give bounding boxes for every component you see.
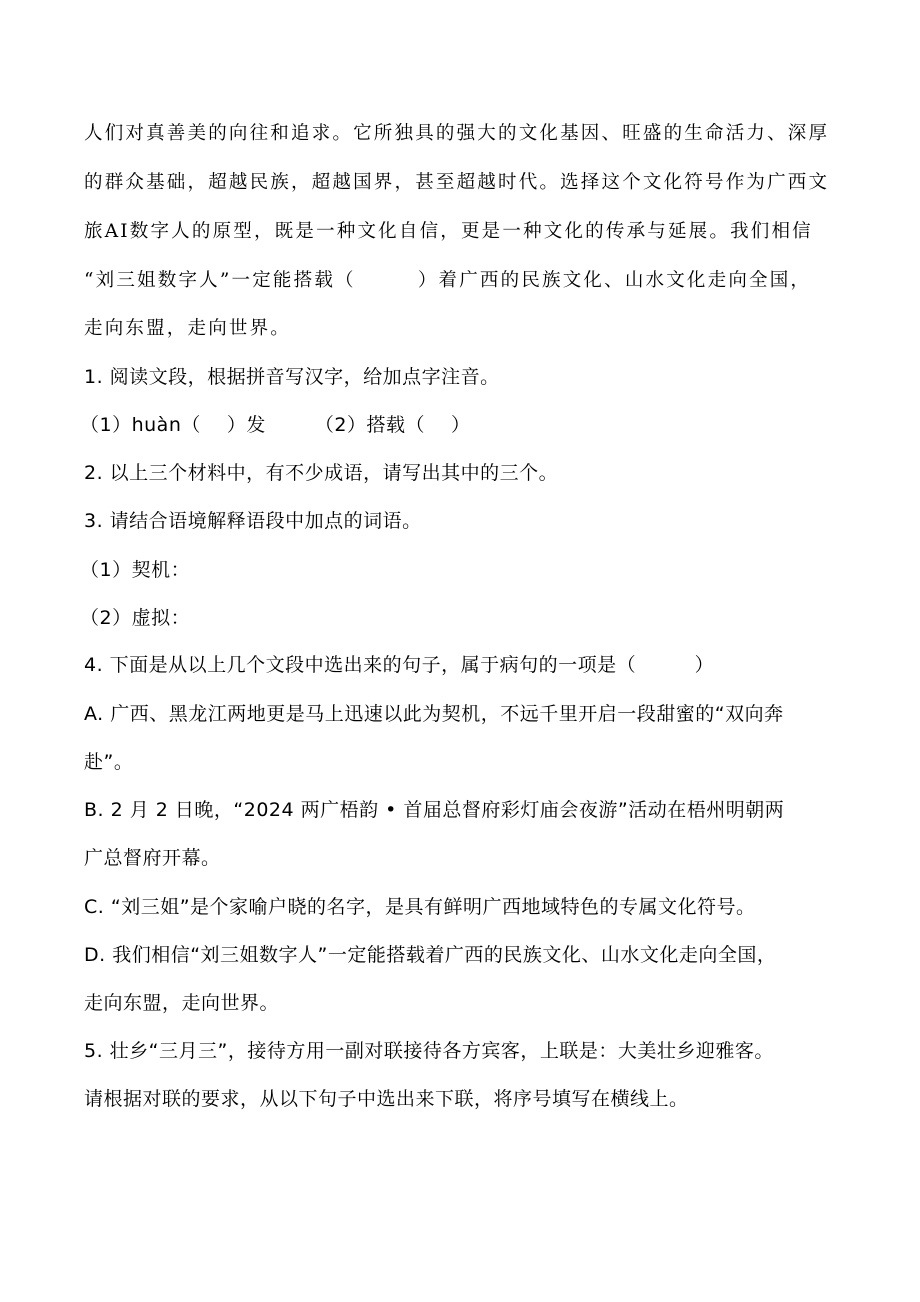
passage-line: “刘三姐数字人”一定能搭载（ ）着广西的民族文化、山水文化走向全国， [84, 270, 812, 291]
question-items: （1）huàn（ ）发 （2）搭载（ ） [80, 414, 471, 436]
question-stem: 1. 阅读文段，根据拼音写汉字，给加点字注音。 [84, 366, 500, 388]
question-stem: 5. 壮乡“三月三”，接待方用一副对联接待各方宾客，上联是：大美壮乡迎雅客。 [84, 1040, 774, 1062]
question-stem: 3. 请结合语境解释语段中加点的词语。 [84, 510, 422, 532]
passage-line: 的群众基础，超越民族，超越国界，甚至超越时代。选择这个文化符号作为广西文 [84, 172, 830, 193]
passage-line: 人们对真善美的向往和追求。它所独具的强大的文化基因、旺盛的生命活力、深厚 [84, 123, 830, 144]
option-b-cont: 广总督府开幕。 [84, 847, 221, 869]
question-stem: 4. 下面是从以上几个文段中选出来的句子，属于病句的一项是（ ） [84, 654, 715, 676]
question-stem: 2. 以上三个材料中，有不少成语，请写出其中的三个。 [84, 462, 559, 484]
passage-line: 走向东盟，走向世界。 [84, 318, 292, 339]
option-d: D. 我们相信“刘三姐数字人”一定能搭载着广西的民族文化、山水文化走向全国， [84, 944, 777, 966]
sub-question: （2）虚拟： [80, 607, 191, 629]
option-b: B. 2 月 2 日晚，“2024 两广梧韵 • 首届总督府彩灯庙会夜游”活动在梧州明朝两 [84, 799, 785, 821]
sub-question: （1）契机： [80, 559, 191, 581]
option-c: C. “刘三姐”是个家喻户晓的名字，是具有鲜明广西地域特色的专属文化符号。 [84, 896, 756, 918]
passage-line: 旅AI数字人的原型，既是一种文化自信，更是一种文化的传承与延展。我们相信 [84, 221, 813, 242]
option-a-cont: 赴”。 [84, 751, 134, 773]
option-d-cont: 走向东盟，走向世界。 [84, 992, 280, 1014]
option-a: A. 广西、黑龙江两地更是马上迅速以此为契机，不远千里开启一段甜蜜的“双向奔 [84, 703, 784, 725]
question-stem-cont: 请根据对联的要求，从以下句子中选出来下联，将序号填写在横线上。 [84, 1088, 689, 1110]
